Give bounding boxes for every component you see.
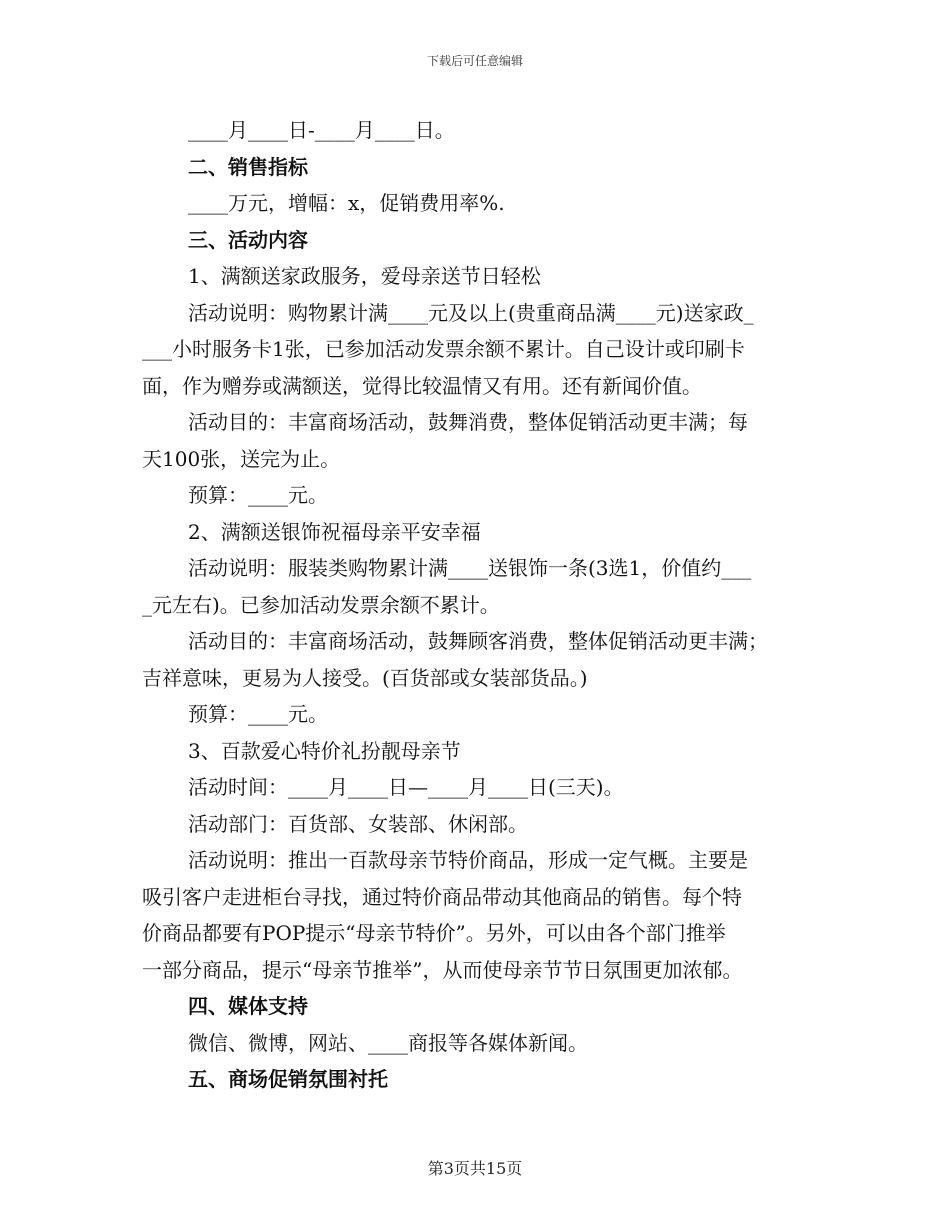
text-line: 面，作为赠券或满额送，觉得比较温情又有用。还有新闻价值。 <box>142 373 702 398</box>
page-header: 下载后可任意编辑 <box>426 54 523 68</box>
subsection-heading: 2、满额送银饰祝福母亲平安幸福 <box>188 519 481 544</box>
text-line: 一部分商品，提示“母亲节推举”，从而使母亲节节日氛围更加浓郁。 <box>142 957 743 982</box>
text-line: 吸引客户走进柜台寻找，通过特价商品带动其他商品的销售。每个特 <box>142 884 742 909</box>
text-line: 活动部门：百货部、女装部、休闲部。 <box>188 811 528 836</box>
text-line: 活动时间：____月____日—____月____日(三天)。 <box>188 775 624 799</box>
text-line: ____月____日-____月____日。 <box>188 118 455 142</box>
section-heading: 五、商场促销氛围衬托 <box>188 1067 388 1091</box>
text-line: ____万元，增幅：x，促销费用率%. <box>188 191 505 215</box>
text-line: 活动目的：丰富商场活动，鼓舞顾客消费，整体促销活动更丰满； <box>188 629 768 653</box>
page-content <box>142 112 808 1098</box>
text-line: 活动说明：推出一百款母亲节特价商品，形成一定气概。主要是 <box>188 848 748 872</box>
text-line: 活动说明：服装类购物累计满____送银饰一条(3选1，价值约___ <box>188 556 752 580</box>
text-line: _元左右)。已参加活动发票余额不累计。 <box>142 592 500 617</box>
text-line: ___小时服务卡1张，已参加活动发票余额不累计。自己设计或印刷卡 <box>142 337 745 361</box>
text-line: 预算：____元。 <box>188 483 328 507</box>
subsection-heading: 1、满额送家政服务，爱母亲送节日轻松 <box>188 264 541 288</box>
section-heading: 三、活动内容 <box>188 227 308 252</box>
text-line: 微信、微博，网站、____商报等各媒体新闻。 <box>188 1030 588 1055</box>
text-line: 活动目的：丰富商场活动，鼓舞消费，整体促销活动更丰满；每 <box>188 410 748 434</box>
section-heading: 二、销售指标 <box>188 154 308 179</box>
text-line: 天100张，送完为止。 <box>142 446 341 471</box>
section-heading: 四、媒体支持 <box>188 994 308 1018</box>
page-number: 第3页共15页 <box>427 1159 523 1178</box>
text-line: 吉祥意味，更易为人接受。(百货部或女装部货品。) <box>142 665 588 690</box>
text-line: 预算：____元。 <box>188 702 328 726</box>
subsection-heading: 3、百款爱心特价礼扮靓母亲节 <box>188 738 461 763</box>
text-line: 活动说明：购物累计满____元及以上(贵重商品满____元)送家政_ <box>188 300 754 325</box>
text-line: 价商品都要有POP提示“母亲节特价”。另外，可以由各个部门推举 <box>142 921 726 945</box>
